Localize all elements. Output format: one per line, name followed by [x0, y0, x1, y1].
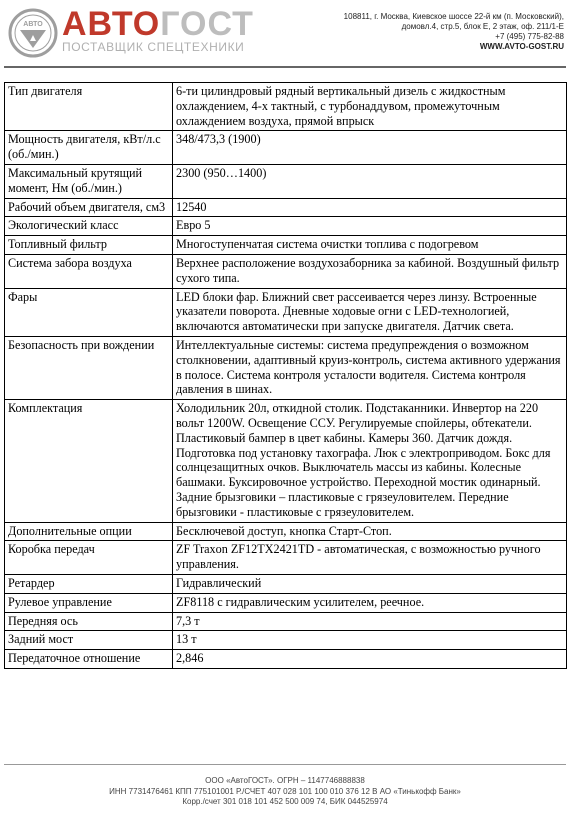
specifications-table — [4, 82, 567, 669]
spec-key-cell: Максимальный крутящий момент, Нм (об./мин.) — [5, 164, 173, 198]
spec-value-cell: ZF Traxon ZF12TX2421TD - автоматическая, с возможностью ручного управления. — [173, 541, 567, 575]
table-row — [5, 236, 567, 255]
table-row — [5, 131, 567, 165]
table-row — [5, 217, 567, 236]
table-row — [5, 164, 567, 198]
footer-divider — [4, 764, 566, 765]
spec-value-cell: Интеллектуальные системы: система предупреждения о возможном столкновении, адаптивный круиз-контроль, система активного удержания в полосе. Система контроля усталости водителя. Система контроля давления в шинах. — [173, 336, 567, 399]
table-row — [5, 612, 567, 631]
table-row — [5, 593, 567, 612]
spec-key-cell: Передняя ось — [5, 612, 173, 631]
company-address-block — [224, 12, 564, 52]
spec-value-cell: 2300 (950…1400) — [173, 164, 567, 198]
spec-key-cell: Комплектация — [5, 400, 173, 522]
logo-part-gost: ГОСТ — [160, 5, 254, 43]
document-footer — [0, 776, 570, 808]
spec-value-cell: 12540 — [173, 198, 567, 217]
spec-value-cell: Гидравлический — [173, 574, 567, 593]
spec-key-cell: Рабочий объем двигателя, см3 — [5, 198, 173, 217]
spec-key-cell: Тип двигателя — [5, 83, 173, 131]
footer-company-ogrn: ООО «АвтоГОСТ». ОГРН – 1147746888838 — [205, 776, 365, 785]
spec-value-cell: 7,3 т — [173, 612, 567, 631]
spec-key-cell: Топливный фильтр — [5, 236, 173, 255]
table-row — [5, 336, 567, 399]
table-row — [5, 254, 567, 288]
document-header — [0, 0, 570, 70]
spec-key-cell: Задний мост — [5, 631, 173, 650]
table-row — [5, 288, 567, 336]
spec-key-cell: Передаточное отношение — [5, 650, 173, 669]
spec-value-cell: 6-ти цилиндровый рядный вертикальный дизель с жидкостным охлаждением, 4-х тактный, с турбонаддувом, промежуточным охлаждением воздуха, прямой впрыск — [173, 83, 567, 131]
spec-key-cell: Безопасность при вождении — [5, 336, 173, 399]
spec-value-cell: Многоступенчатая система очистки топлива с подогревом — [173, 236, 567, 255]
header-divider — [4, 66, 566, 68]
company-tagline: ПОСТАВЩИК СПЕЦТЕХНИКИ — [62, 40, 245, 54]
spec-key-cell: Мощность двигателя, кВт/л.с (об./мин.) — [5, 131, 173, 165]
table-row — [5, 541, 567, 575]
spec-key-cell: Экологический класс — [5, 217, 173, 236]
footer-corr-account: Корр./счет 301 018 101 452 500 009 74, БИК 044525974 — [182, 797, 388, 806]
spec-value-cell: 2,846 — [173, 650, 567, 669]
footer-bank-details: ИНН 7731476461 КПП 775101001 Р./СЧЕТ 407 028 101 100 010 376 12 В АО «Тинькофф Банк» — [109, 786, 461, 796]
table-row — [5, 522, 567, 541]
table-row — [5, 574, 567, 593]
spec-value-cell: Бесключевой доступ, кнопка Старт-Стоп. — [173, 522, 567, 541]
spec-value-cell: Верхнее расположение воздухозаборника за кабиной. Воздушный фильтр сухого типа. — [173, 254, 567, 288]
address-line-2: домовл.4, стр.5, блок Е, 2 этаж, оф. 211/1-Е — [401, 22, 564, 31]
table-row — [5, 83, 567, 131]
spec-value-cell: 348/473,3 (1900) — [173, 131, 567, 165]
phone-number: +7 (495) 775-82-88 — [495, 32, 564, 41]
table-row — [5, 631, 567, 650]
spec-value-cell: Холодильник 20л, откидной столик. Подстаканники. Инвертор на 220 вольт 1200W. Освещение ССУ. Регулируемые спойлеры, обтекатели. Пластиковый бампер в цвет кабины. Камеры 360. Датчик дождя. Подготовка под установку тахографа. Люк с электроприводом. Бокс для солнцезащитных очков. Выключатель массы из кабины. Колесные башмаки. Буксировочное устройство. Переходной мостик одинарный. Задние брызговики – пластиковые с грязеуловителем. Передние брызговики - пластиковые с грязеуловителем. — [173, 400, 567, 522]
spec-key-cell: Ретардер — [5, 574, 173, 593]
spec-value-cell: 13 т — [173, 631, 567, 650]
spec-key-cell: Дополнительные опции — [5, 522, 173, 541]
spec-key-cell: Коробка передач — [5, 541, 173, 575]
table-row — [5, 400, 567, 522]
table-row — [5, 650, 567, 669]
address-line-1: 108811, г. Москва, Киевское шоссе 22-й км (п. Московский), — [343, 12, 564, 21]
table-row — [5, 198, 567, 217]
spec-key-cell: Рулевое управление — [5, 593, 173, 612]
logo-part-avto: АВТО — [62, 5, 161, 43]
spec-value-cell: ZF8118 с гидравлическим усилителем, реечное. — [173, 593, 567, 612]
spec-value-cell: LED блоки фар. Ближний свет рассеивается через линзу. Встроенные указатели поворота. Дневные ходовые огни с LED-технологией, включаются автоматически при запуске двигателя. Датчик света. — [173, 288, 567, 336]
website-link[interactable]: WWW.AVTO-GOST.RU — [479, 42, 564, 51]
spec-value-cell: Евро 5 — [173, 217, 567, 236]
spec-key-cell: Система забора воздуха — [5, 254, 173, 288]
spec-key-cell: Фары — [5, 288, 173, 336]
logo-emblem-icon — [8, 8, 58, 58]
logo-emblem-text: АВТО — [23, 21, 43, 28]
